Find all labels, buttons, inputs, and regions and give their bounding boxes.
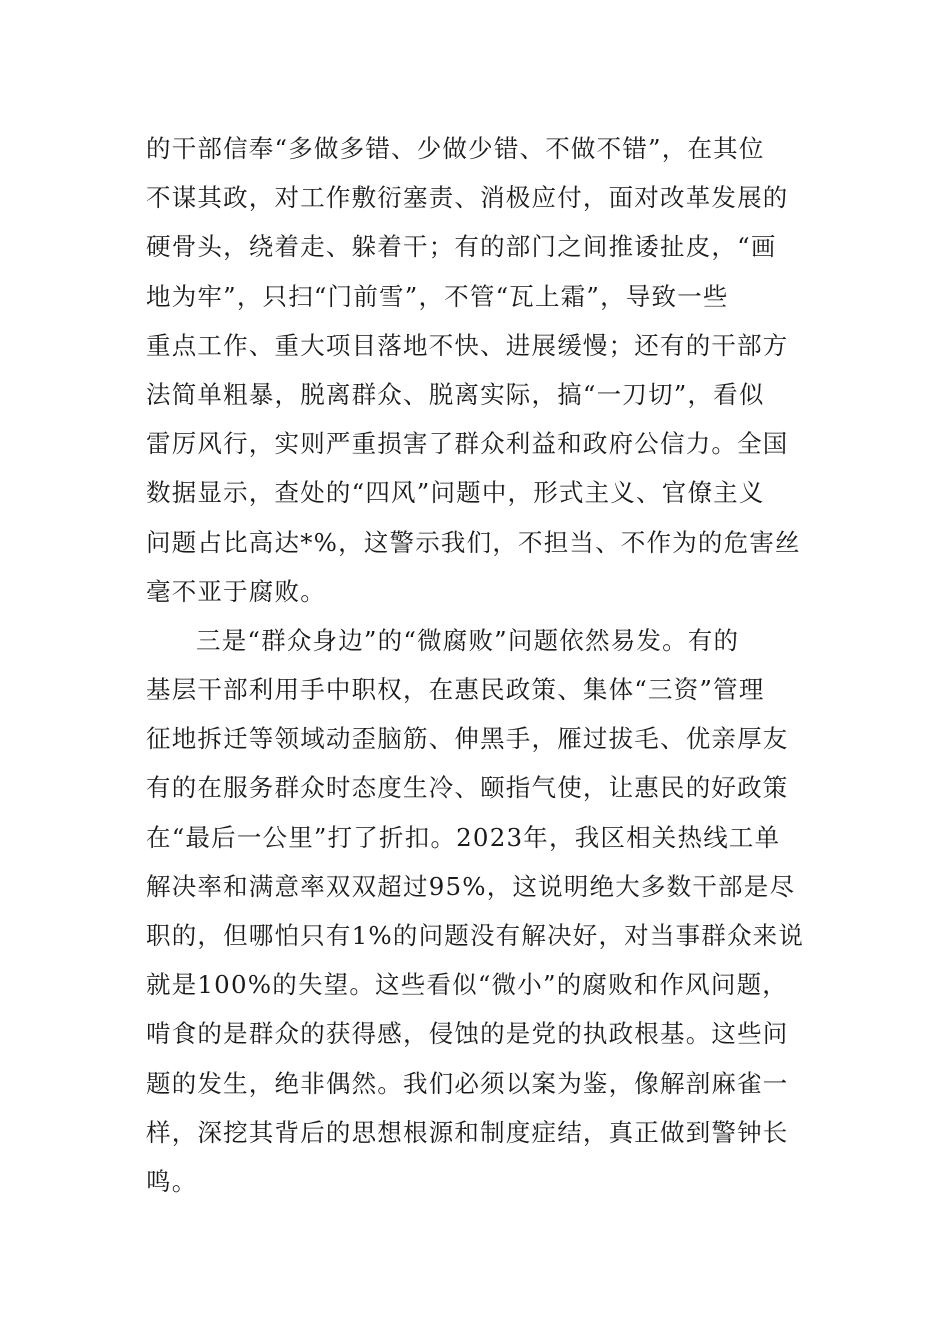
- text-line: 法简单粗暴，脱离群众、脱离实际，搞“一刀切”，看似: [146, 379, 765, 409]
- text-line: 硬骨头，绕着走、躲着干；有的部门之间推诿扯皮，“画: [146, 232, 777, 262]
- text-line: 就是100%的失望。这些看似“微小”的腐败和作风问题，: [146, 970, 788, 1000]
- paragraph-2: [146, 616, 826, 1206]
- text-line: 征地拆迁等领域动歪脑筋、伸黑手，雁过拔毛、优亲厚友: [146, 724, 789, 754]
- text-line: 有的在服务群众时态度生冷、颐指气使，让惠民的好政策: [146, 773, 789, 803]
- document-body: [146, 124, 826, 1206]
- text-line: 样，深挖其背后的思想根源和制度症结，真正做到警钟长: [146, 1117, 789, 1147]
- text-line: 鸣。: [146, 1166, 198, 1196]
- text-line: 毫不亚于腐败。: [146, 576, 326, 606]
- text-line: 在“最后一公里”打了折扣。2023年，我区相关热线工单: [146, 822, 781, 852]
- text-line: 数据显示，查处的“四风”问题中，形式主义、官僚主义: [146, 478, 765, 508]
- text-line: 问题占比高达*%，这警示我们，不担当、不作为的危害丝: [146, 527, 801, 557]
- text-line: 重点工作、重大项目落地不快、进展缓慢；还有的干部方: [146, 330, 789, 360]
- text-line: 雷厉风行，实则严重损害了群众利益和政府公信力。全国: [146, 429, 789, 459]
- text-line: 啃食的是群众的获得感，侵蚀的是党的执政根基。这些问: [146, 1019, 789, 1049]
- text-line: 职的，但哪怕只有1%的问题没有解决好，对当事群众来说: [146, 921, 805, 950]
- paragraph-1: [146, 124, 826, 616]
- text-line: 地为牢”，只扫“门前雪”，不管“瓦上霜”，导致一些: [146, 281, 729, 311]
- text-line: 的干部信奉“多做多错、少做少错、不做不错”，在其位: [146, 134, 765, 163]
- text-line: 基层干部利用手中职权，在惠民政策、集体“三资”管理: [146, 675, 765, 705]
- text-line: 不谋其政，对工作敷衍塞责、消极应付，面对改革发展的: [146, 183, 789, 213]
- text-line: 题的发生，绝非偶然。我们必须以案为鉴，像解剖麻雀一: [146, 1068, 789, 1098]
- text-line: 三是“群众身边”的“微腐败”问题依然易发。有的: [196, 625, 740, 655]
- text-line: 解决率和满意率双双超过95%，这说明绝大多数干部是尽: [146, 871, 796, 901]
